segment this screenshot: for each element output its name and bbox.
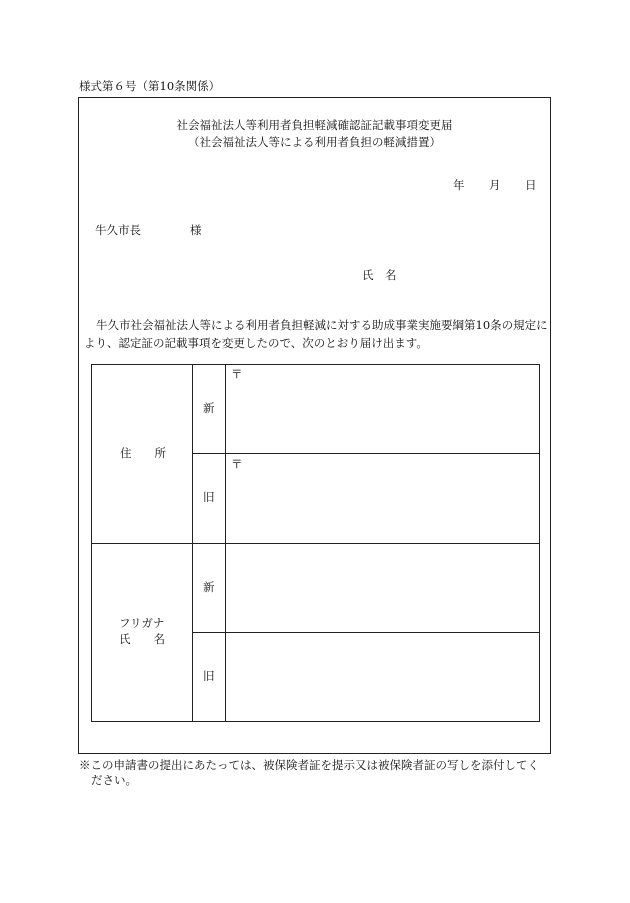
name-new-label: 新 [203, 580, 215, 594]
body-text: 牛久市社会福祉法人等による利用者負担軽減に対する助成事業実施要綱第10条の規定により、認定証の記載事項を変更したので、次のとおり届け出ます。 [84, 318, 548, 350]
address-old-postal-mark: 〒 [231, 457, 243, 471]
date-month-label: 月 [489, 178, 501, 192]
address-new-postal-mark: 〒 [231, 367, 243, 381]
footnote-line-2: ださい。 [91, 773, 137, 787]
address-row-divider [192, 453, 540, 454]
footnote-line-1: ※この申請書の提出にあたっては、被保険者証を提示又は被保険者証の写しを添付してく [79, 758, 539, 772]
date-day-label: 日 [525, 178, 537, 192]
form-title: 社会福祉法人等利用者負担軽減確認証記載事項変更届 [176, 118, 453, 132]
addressee-honorific: 様 [190, 223, 202, 237]
date-year-label: 年 [453, 178, 465, 192]
name-label: 氏 名 [119, 632, 165, 646]
address-old-label: 旧 [203, 490, 215, 504]
form-number: 様式第６号（第10条関係） [79, 79, 221, 93]
footnote [79, 758, 549, 788]
form-frame [78, 97, 551, 754]
table-border-top [91, 364, 540, 365]
form-subtitle: （社会福祉法人等による利用者負担の軽減措置） [188, 135, 441, 149]
table-border-bottom [91, 721, 540, 722]
address-new-label: 新 [203, 401, 215, 415]
address-label: 住 所 [120, 446, 166, 460]
section-divider [91, 543, 540, 544]
addressee-name: 牛久市長 [95, 223, 141, 237]
body-paragraph [84, 316, 550, 352]
name-old-label: 旧 [203, 669, 215, 683]
furigana-label: フリガナ [119, 616, 165, 630]
name-row-divider [192, 632, 540, 633]
applicant-name-label: 氏 名 [362, 268, 397, 282]
